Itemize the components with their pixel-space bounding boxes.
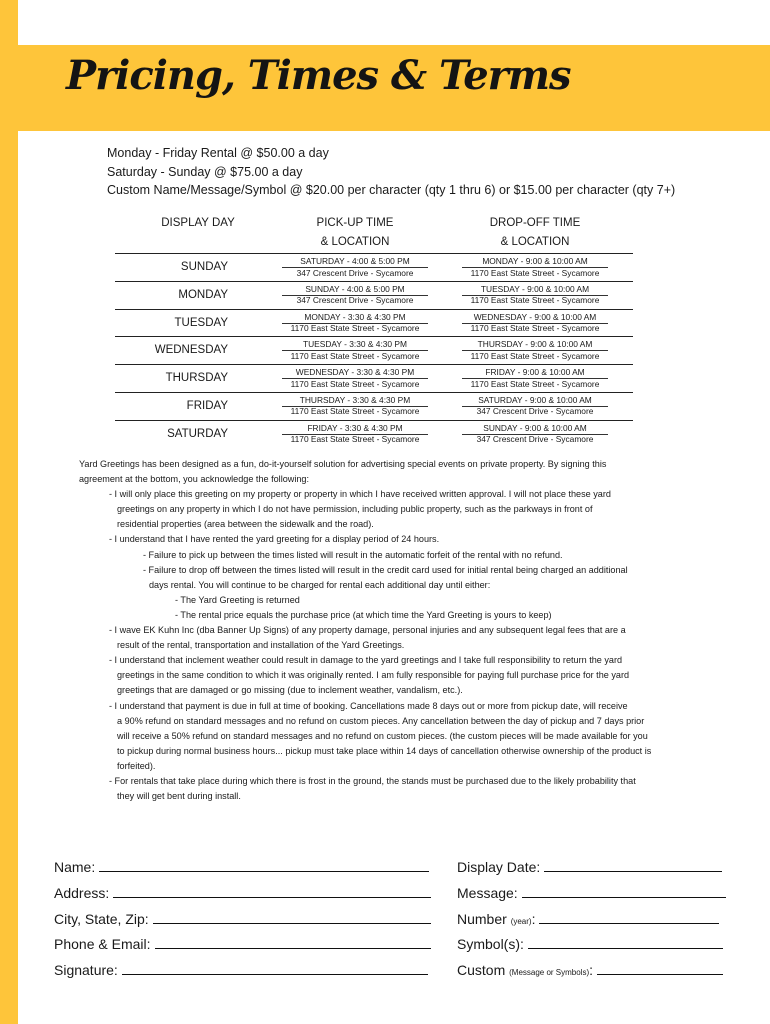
- number-line[interactable]: [539, 910, 719, 924]
- dropoff-cell: [450, 423, 620, 446]
- display-day: THURSDAY: [165, 372, 228, 385]
- dropoff-time: FRIDAY - 9:00 & 10:00 AM: [485, 367, 585, 378]
- dropoff-cell: [450, 312, 620, 335]
- pickup-time: MONDAY - 3:30 & 4:30 PM: [304, 311, 406, 322]
- terms-line: - The rental price equals the purchase price (at which time the Yard Greeting is yours to keep): [175, 609, 552, 620]
- message-field[interactable]: [457, 884, 726, 901]
- number-field[interactable]: [457, 910, 719, 927]
- city-state-zip-field[interactable]: [54, 910, 431, 927]
- display-day: FRIDAY: [186, 399, 228, 412]
- symbols-field[interactable]: [457, 935, 723, 952]
- pickup-location: 1170 East State Street - Sycamore: [290, 323, 420, 334]
- pickup-cell: [270, 284, 440, 307]
- dropoff-location: 1170 East State Street - Sycamore: [470, 378, 600, 389]
- dropoff-location: 347 Crescent Drive - Sycamore: [476, 434, 594, 445]
- header-dropoff-line2: & LOCATION: [500, 236, 570, 248]
- name-label: Name:: [54, 859, 96, 875]
- pricing-weekend: Saturday - Sunday @ $75.00 a day: [107, 164, 303, 179]
- symbols-label: Symbol(s):: [457, 936, 524, 952]
- header-pickup-line2: & LOCATION: [320, 236, 390, 248]
- table-row: [115, 281, 633, 309]
- city-state-zip-line[interactable]: [153, 910, 431, 924]
- dropoff-location: 347 Crescent Drive - Sycamore: [476, 406, 594, 417]
- table-row: [115, 253, 633, 281]
- pricing-custom: Custom Name/Message/Symbol @ $20.00 per character (qty 1 thru 6) or $15.00 per character (qty 7+): [107, 183, 676, 197]
- terms-line: residential properties (area between the sidewalk and the road).: [117, 519, 374, 530]
- display-day: SATURDAY: [167, 427, 228, 440]
- display-day: TUESDAY: [174, 316, 228, 329]
- terms-line: will receive a 50% refund on standard messages and no refund on custom pieces. (the custom pieces will be made available for you: [117, 730, 648, 741]
- terms-line: greetings in the same condition to which it was originally rented. I am fully responsible for paying full purchase price for the yard: [117, 670, 630, 681]
- pickup-cell: [270, 367, 440, 390]
- number-label: Number: [457, 911, 507, 927]
- terms-line: days rental. You will continue to be charged for rental each additional day until either:: [149, 579, 491, 590]
- dropoff-cell: [450, 284, 620, 307]
- phone-email-line[interactable]: [155, 935, 431, 949]
- display-date-field[interactable]: [457, 858, 722, 875]
- pickup-cell: [270, 423, 440, 446]
- terms-text: [79, 457, 699, 804]
- address-line[interactable]: [113, 884, 431, 898]
- dropoff-location: 1170 East State Street - Sycamore: [470, 323, 600, 334]
- terms-line: - For rentals that take place during which there is frost in the ground, the stands must be purchased due to the likely probability that: [109, 775, 636, 786]
- dropoff-location: 1170 East State Street - Sycamore: [470, 267, 600, 278]
- dropoff-cell: [450, 395, 620, 418]
- pickup-cell: [270, 256, 440, 279]
- dropoff-location: 1170 East State Street - Sycamore: [470, 295, 600, 306]
- terms-line: they will get bent during install.: [117, 791, 241, 802]
- message-line[interactable]: [522, 884, 726, 898]
- pickup-location: 1170 East State Street - Sycamore: [290, 406, 420, 417]
- pickup-time: WEDNESDAY - 3:30 & 4:30 PM: [295, 367, 415, 378]
- custom-label: Custom: [457, 962, 506, 978]
- custom-field[interactable]: [457, 961, 723, 978]
- address-label: Address:: [54, 885, 110, 901]
- symbols-line[interactable]: [528, 935, 723, 949]
- message-label: Message:: [457, 885, 518, 901]
- terms-line: result of the rental, transportation and installation of the Yard Greetings.: [117, 640, 405, 651]
- pickup-location: 347 Crescent Drive - Sycamore: [296, 267, 414, 278]
- pickup-location: 347 Crescent Drive - Sycamore: [296, 295, 414, 306]
- dropoff-time: WEDNESDAY - 9:00 & 10:00 AM: [473, 311, 597, 322]
- dropoff-cell: [450, 256, 620, 279]
- display-day: MONDAY: [178, 288, 228, 301]
- header-display-day: DISPLAY DAY: [161, 217, 235, 229]
- table-row: [115, 420, 633, 448]
- custom-note: (Message or Symbols): [509, 968, 590, 977]
- phone-email-field[interactable]: [54, 935, 431, 952]
- display-date-label: Display Date:: [457, 859, 541, 875]
- number-colon: :: [531, 911, 536, 927]
- terms-line: Yard Greetings has been designed as a fun, do-it-yourself solution for advertising special events on private property. By signing this: [79, 459, 607, 469]
- name-field[interactable]: [54, 858, 429, 875]
- left-accent-bar: [0, 0, 18, 1024]
- terms-line: - I understand that payment is due in full at time of booking. Cancellations made 8 days out or more from pickup date, will receive: [109, 700, 628, 711]
- pickup-time: SUNDAY - 4:00 & 5:00 PM: [305, 283, 405, 294]
- pickup-cell: [270, 339, 440, 362]
- header-pickup-line1: PICK-UP TIME: [316, 217, 394, 229]
- terms-line: - The Yard Greeting is returned: [175, 594, 300, 605]
- terms-line: agreement at the bottom, you acknowledge the following:: [79, 474, 310, 485]
- terms-line: - I wave EK Kuhn Inc (dba Banner Up Signs) of any property damage, personal injuries and any subsequent legal fees that are a: [109, 625, 626, 636]
- table-row: [115, 309, 633, 337]
- header-pickup: [270, 214, 440, 252]
- number-note: (year): [510, 917, 532, 926]
- dropoff-cell: [450, 367, 620, 390]
- signature-field[interactable]: [54, 961, 428, 978]
- terms-line: greetings that are damaged or go missing (due to inclement weather, vandalism, etc.).: [117, 685, 463, 696]
- dropoff-cell: [450, 339, 620, 362]
- header-dropoff-line1: DROP-OFF TIME: [489, 217, 581, 229]
- pricing-weekday: Monday - Friday Rental @ $50.00 a day: [107, 146, 329, 160]
- terms-line: greetings on any property in which I do not have permission, including public property, such as the parkways in front of: [117, 504, 593, 515]
- dropoff-time: MONDAY - 9:00 & 10:00 AM: [482, 256, 588, 266]
- pickup-location: 1170 East State Street - Sycamore: [290, 434, 420, 445]
- pickup-time: THURSDAY - 3:30 & 4:30 PM: [299, 394, 411, 405]
- custom-colon: :: [589, 962, 594, 978]
- display-day: WEDNESDAY: [154, 344, 228, 357]
- signature-label: Signature:: [54, 962, 118, 978]
- table-row: [115, 392, 633, 420]
- pickup-location: 1170 East State Street - Sycamore: [290, 350, 420, 361]
- dropoff-time: SATURDAY - 9:00 & 10:00 AM: [478, 394, 592, 405]
- page-title: Pricing, Times & Terms: [66, 52, 571, 99]
- terms-line: a 90% refund on standard messages and no refund on custom pieces. Any cancellation between the day of pickup and 7 days prior: [117, 715, 645, 726]
- terms-line: - Failure to pick up between the times listed will result in the automatic forfeit of the rental with no refund.: [143, 549, 563, 560]
- address-field[interactable]: [54, 884, 431, 901]
- display-day: SUNDAY: [180, 261, 228, 273]
- dropoff-location: 1170 East State Street - Sycamore: [470, 350, 600, 361]
- pricing-list: [107, 144, 675, 200]
- pickup-cell: [270, 312, 440, 335]
- pickup-time: FRIDAY - 3:30 & 4:30 PM: [307, 422, 403, 433]
- phone-email-label: Phone & Email:: [54, 936, 151, 952]
- terms-line: - I understand that I have rented the yard greeting for a display period of 24 hours.: [109, 534, 440, 545]
- pickup-location: 1170 East State Street - Sycamore: [290, 378, 420, 389]
- dropoff-time: THURSDAY - 9:00 & 10:00 AM: [477, 339, 593, 350]
- terms-line: - I understand that inclement weather could result in damage to the yard greetings and I take full responsibility to return the yard: [109, 655, 623, 666]
- header-dropoff: [450, 214, 620, 252]
- pickup-time: SATURDAY - 4:00 & 5:00 PM: [300, 256, 410, 266]
- dropoff-time: SUNDAY - 9:00 & 10:00 AM: [483, 422, 587, 433]
- table-row: [115, 364, 633, 392]
- schedule-table: [115, 253, 633, 448]
- dropoff-time: TUESDAY - 9:00 & 10:00 AM: [480, 283, 590, 294]
- display-date-line[interactable]: [544, 858, 722, 872]
- custom-line[interactable]: [597, 961, 723, 975]
- signature-line[interactable]: [122, 961, 428, 975]
- terms-line: forfeited).: [117, 760, 156, 771]
- terms-line: to pickup during normal business hours... pickup must take place within 14 days of cancellation otherwise ownership of the product is: [117, 745, 652, 756]
- table-row: [115, 336, 633, 364]
- pickup-cell: [270, 395, 440, 418]
- terms-line: - I will only place this greeting on my property or property in which I have received written approval. I will not place these yard: [109, 489, 611, 500]
- name-line[interactable]: [99, 858, 429, 872]
- city-state-zip-label: City, State, Zip:: [54, 911, 149, 927]
- pickup-time: TUESDAY - 3:30 & 4:30 PM: [303, 339, 407, 350]
- terms-line: - Failure to drop off between the times listed will result in the credit card used for initial rental being charged an additional: [143, 564, 628, 575]
